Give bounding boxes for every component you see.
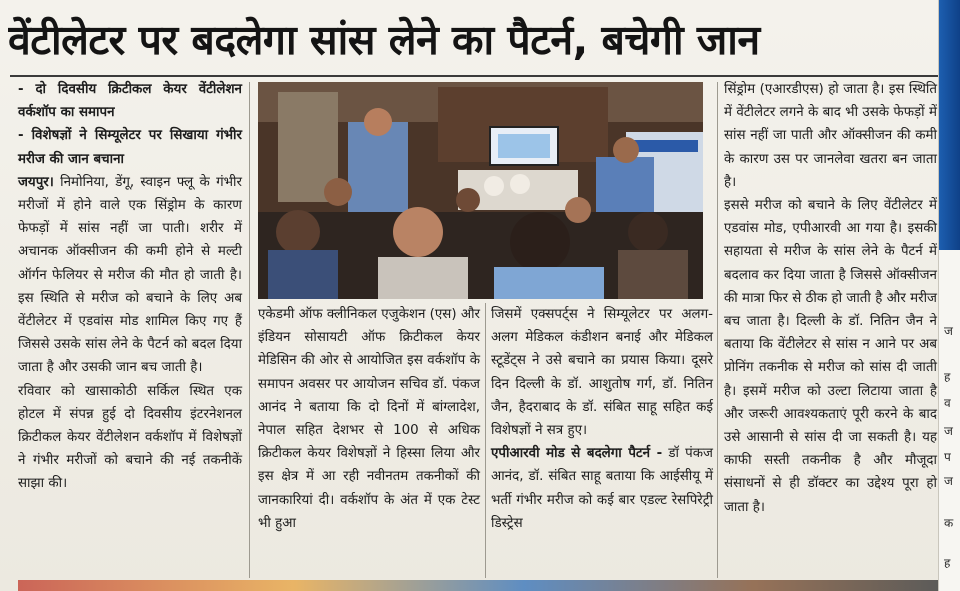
column-3-text-2: डॉ पंकज आनंद, डॉ. संबित साहू बताया कि आईसीयू में भर्ती गंभीर मरीज को कई बार एडल्ट रेसपिरेट्री डिस्ट्रेस	[491, 446, 713, 531]
bullet-2: - विशेषज्ञों ने सिम्यूलेटर पर सिखाया गंभीर मरीज की जान बचाना	[18, 128, 242, 167]
column-1-paragraph-1	[18, 171, 242, 380]
dateline: जयपुर।	[18, 174, 54, 190]
column-4-paragraph-1: सिंड्रोम (एआरडीएस) हो जाता है। इस स्थिति में वेंटीलेटर लगने के बाद भी उसके फेफड़ों में सांस नहीं जा पाती और ऑक्सीजन की कमी के कारण उस पर जानलेवा खतरा बन जाता है।	[724, 82, 937, 190]
column-4-paragraph-2: इससे मरीज को बचाने के लिए वेंटीलेटर में एडवांस मोड, एपीआरवी आ गया है। इसकी सहायता से मरीज के सांस लेने के पैटर्न में बदलाव कर दिया जाता है जिससे ऑक्सीजन की मात्रा फिर से ठीक हो जाती है और मरीज बच जाता है। दिल्ली के डॉ. नितिन जैन ने बताया कि वेंटीलेटर से सांस न आने पर अब प्रोनिंग तकनीक से मरीज को सांस दी जाती है। इसमें मरीज को उल्टा लिटाया जाता है और जरूरी आवश्यकताएं पूरी करने के बाद उसे आसानी से सांस दी जा सकती है। यह काफी सस्ती तकनीक है और मौजूदा संसाधनों से ही डॉक्टर का उद्देश्य पूरा हो जाता है।	[724, 198, 937, 515]
strip-glyph: प	[944, 452, 951, 462]
subheading: एपीआरवी मोड से बदलेगा पैटर्न -	[491, 446, 663, 462]
bullet-1: - दो दिवसीय क्रिटीकल केयर वेंटीलेशन वर्कशॉप का समापन	[18, 82, 242, 121]
column-2	[258, 303, 480, 535]
headline: वेंटीलेटर पर बदलेगा सांस लेने का पैटर्न, बचेगी जान	[8, 16, 760, 64]
column-3	[491, 303, 713, 535]
adjacent-story-image-edge	[18, 580, 938, 591]
headline-rule	[10, 75, 938, 77]
strip-glyph: ह	[944, 372, 951, 382]
column-divider	[717, 82, 718, 578]
column-2-paragraph-1: एकेडमी ऑफ क्लीनिकल एजुकेशन (एस) और इंडियन सोसायटी ऑफ क्रिटीकल केयर मेडिसिन की ओर से आयोजित इस वर्कशॉप के समापन अवसर पर आयोजन सचिव डॉ. पंकज आनंद ने बताया कि दो दिनों में बांग्लादेश, नेपाल सहित देशभर से 100 से अधिक क्रिटीकल केयर विशेषज्ञों ने हिस्सा लिया और इस क्षेत्र में आ रही नवीनतम तकनीकों की जानकारियां दी। वर्कशॉप के अंत में एक टेस्ट भी हुआ	[258, 307, 480, 531]
event-photo	[258, 82, 703, 299]
column-3-paragraph-2	[491, 442, 713, 535]
strip-glyph: ह	[944, 558, 951, 568]
column-4	[724, 78, 937, 519]
strip-glyph: ज	[944, 476, 953, 486]
column-1-text-1: निमोनिया, डेंगू, स्वाइन फ्लू के गंभीर मरीजों में होने वाले एक सिंड्रोम के कारण फेफड़ों में सांस नहीं जा पाती। शरीर में अचानक ऑक्सीजन की कमी होने से मल्टी ऑर्गन फेलियर से मरीज की मौत हो जाती है। इस स्थिति से मरीज को बचाने के लिए अब वेंटीलेटर में एडवांस मोड शामिल किए गए हैं जिससे उसके सांस लेने के पैटर्न को बदल दिया जाता है और उसकी जान बच जाती है।	[18, 174, 242, 376]
strip-glyph: व	[944, 398, 951, 408]
adjacent-page-strip	[938, 0, 960, 591]
column-1	[18, 78, 242, 496]
strip-glyph: ज	[944, 426, 953, 436]
strip-glyph: ज	[944, 326, 953, 336]
column-3-paragraph-1: जिसमें एक्सपर्ट्स ने सिम्यूलेटर पर अलग-अलग मेडिकल कंडीशन बनाई और मेडिकल स्टूडेंट्स ने उसे बचाने का प्रयास किया। दूसरे दिन दिल्ली के डॉ. आशुतोष गर्ग, डॉ. नितिन जैन, हैदराबाद के डॉ. संबित साहू सहित कई विशेषज्ञों ने सत्र हुए।	[491, 307, 713, 439]
column-1-paragraph-2: रविवार को खासाकोठी सर्किल स्थित एक होटल में संपन्न हुई दो दिवसीय इंटरनेशनल क्रिटीकल केयर वेंटीलेशन वर्कशॉप में विशेषज्ञों ने गंभीर मरीजों को बचाने की नई तकनीकें साझा की।	[18, 383, 242, 492]
strip-glyph: क	[944, 518, 954, 528]
adjacent-photo	[939, 0, 960, 250]
column-divider	[485, 303, 486, 578]
column-divider	[249, 82, 250, 578]
